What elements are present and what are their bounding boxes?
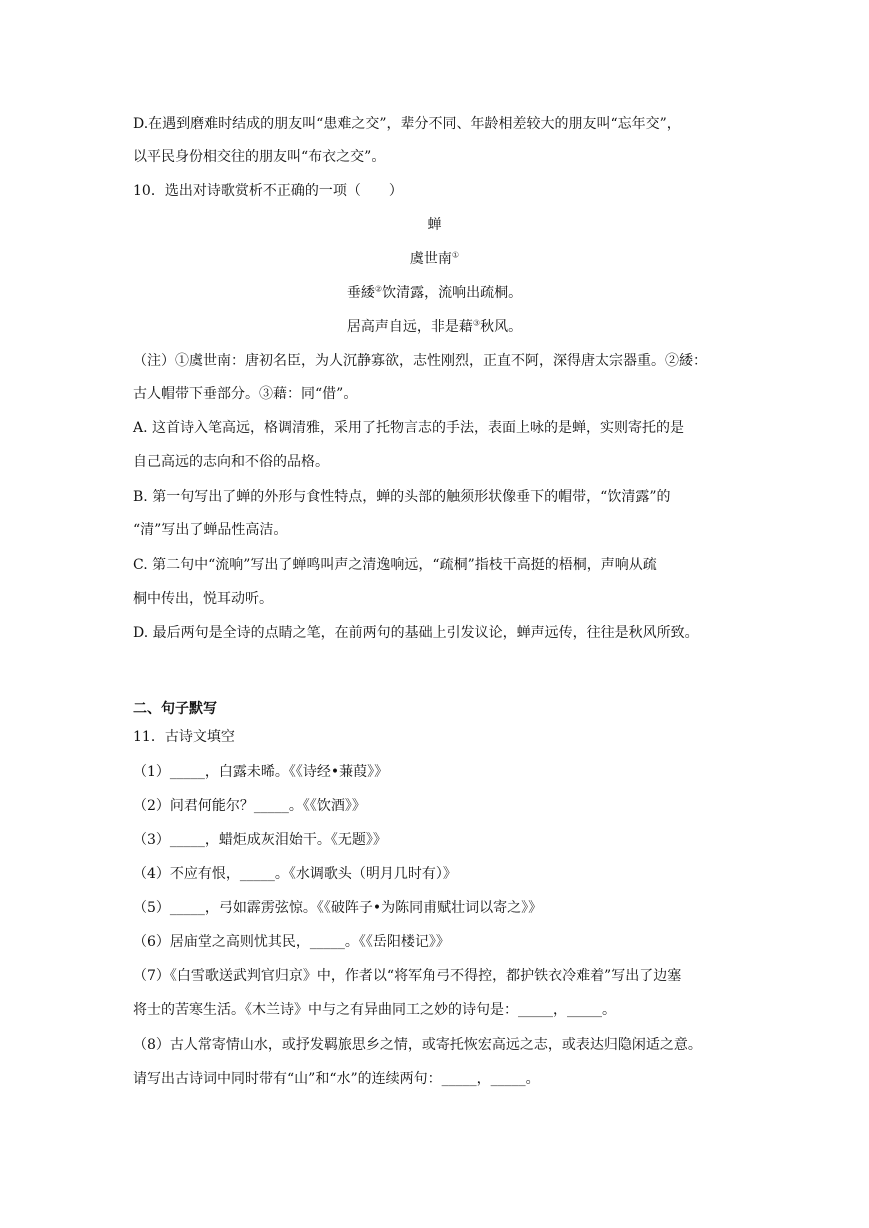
poem-title: 蝉 bbox=[427, 217, 442, 233]
poem-author-note-mark: ① bbox=[451, 250, 460, 260]
q9-option-d-line2: 以平民身份相交往的朋友叫“布衣之交”。 bbox=[133, 149, 386, 165]
poem-line-1 bbox=[0, 283, 869, 303]
q10-option-b-line1: B. 第一句写出了蝉的外形与食性特点，蝉的头部的触须形状像垂下的帽带，“饮清露”的 bbox=[133, 489, 671, 505]
q11-item-7-line1: （7）《白雪歌送武判官归京》中，作者以“将军角弓不得控，都护铁衣冷难着”写出了边塞 bbox=[133, 968, 682, 984]
q10-option-a-line2: 自己高远的志向和不俗的品格。 bbox=[133, 454, 329, 470]
q11-item-2: （2）问君何能尔？_____。《《饮酒》》 bbox=[133, 798, 366, 814]
poem-notes-line1: （注）①虞世南：唐初名臣，为人沉静寡欲，志性刚烈，正直不阿，深得唐太宗器重。②緌： bbox=[133, 353, 707, 369]
q11-item-5: （5）_____，弓如霹雳弦惊。《《破阵子•为陈同甫赋壮词以寄之》》 bbox=[133, 900, 543, 916]
q10-option-c-line2: 桐中传出，悦耳动听。 bbox=[133, 591, 273, 607]
poem-line-2-part-a: 居高声自远，非是藉 bbox=[346, 319, 473, 335]
q11-item-3: （3）_____，蜡炬成灰泪始干。《无题》》 bbox=[133, 832, 387, 848]
q11-item-4: （4）不应有恨，_____。《水调歌头（明月几时有）》 bbox=[133, 866, 457, 882]
q10-stem: 10．选出对诗歌赏析不正确的一项（ ） bbox=[133, 183, 403, 199]
q10-option-b-line2: “清”写出了蝉品性高洁。 bbox=[133, 522, 288, 538]
poem-line-2 bbox=[0, 317, 869, 337]
section-heading: 二、句子默写 bbox=[133, 701, 217, 717]
poem-line-2-note-mark: ③ bbox=[472, 318, 481, 328]
poem-line-2-part-b: 秋风。 bbox=[480, 319, 523, 335]
poem-line-1-part-a: 垂緌 bbox=[346, 285, 375, 301]
q10-option-a-line1: A. 这首诗入笔高远，格调清雅，采用了托物言志的手法，表面上咏的是蝉，实则寄托的是 bbox=[133, 420, 685, 436]
q9-option-d-line1: D.在遇到磨难时结成的朋友叫“患难之交”，辈分不同、年龄相差较大的朋友叫“忘年交”， bbox=[133, 116, 681, 132]
q11-item-7-line2: 将士的苦寒生活。《木兰诗》中与之有异曲同工之妙的诗句是：_____，_____。 bbox=[133, 1002, 616, 1018]
poem-notes-line2: 古人帽带下垂部分。③藉：同“借”。 bbox=[133, 386, 358, 402]
q10-option-c-line1: C. 第二句中“流响”写出了蝉鸣叫声之清逸响远，“疏桐”指枝干高挺的梧桐，声响从疏 bbox=[133, 557, 657, 573]
poem-author-name: 虞世南 bbox=[409, 251, 452, 267]
q11-item-6: （6）居庙堂之高则忧其民，_____。《《岳阳楼记》》 bbox=[133, 934, 450, 950]
q10-option-d: D. 最后两句是全诗的点睛之笔，在前两句的基础上引发议论，蝉声远传，往往是秋风所致。 bbox=[133, 625, 699, 641]
poem-line-1-note-mark: ② bbox=[374, 284, 383, 294]
q11-stem: 11．古诗文填空 bbox=[133, 729, 235, 745]
q11-item-8-line2: 请写出古诗词中同时带有“山”和“水”的连续两句：_____，_____。 bbox=[133, 1071, 540, 1087]
q11-item-1: （1）_____，白露未晞。《《诗经•蒹葭》》 bbox=[133, 764, 389, 780]
q11-item-8-line1: （8）古人常寄情山水，或抒发羁旅思乡之情，或寄托恢宏高远之志，或表达归隐闲适之意。 bbox=[133, 1037, 702, 1053]
poem-line-1-part-b: 饮清露，流响出疏桐。 bbox=[382, 285, 523, 301]
poem-author bbox=[0, 249, 869, 269]
